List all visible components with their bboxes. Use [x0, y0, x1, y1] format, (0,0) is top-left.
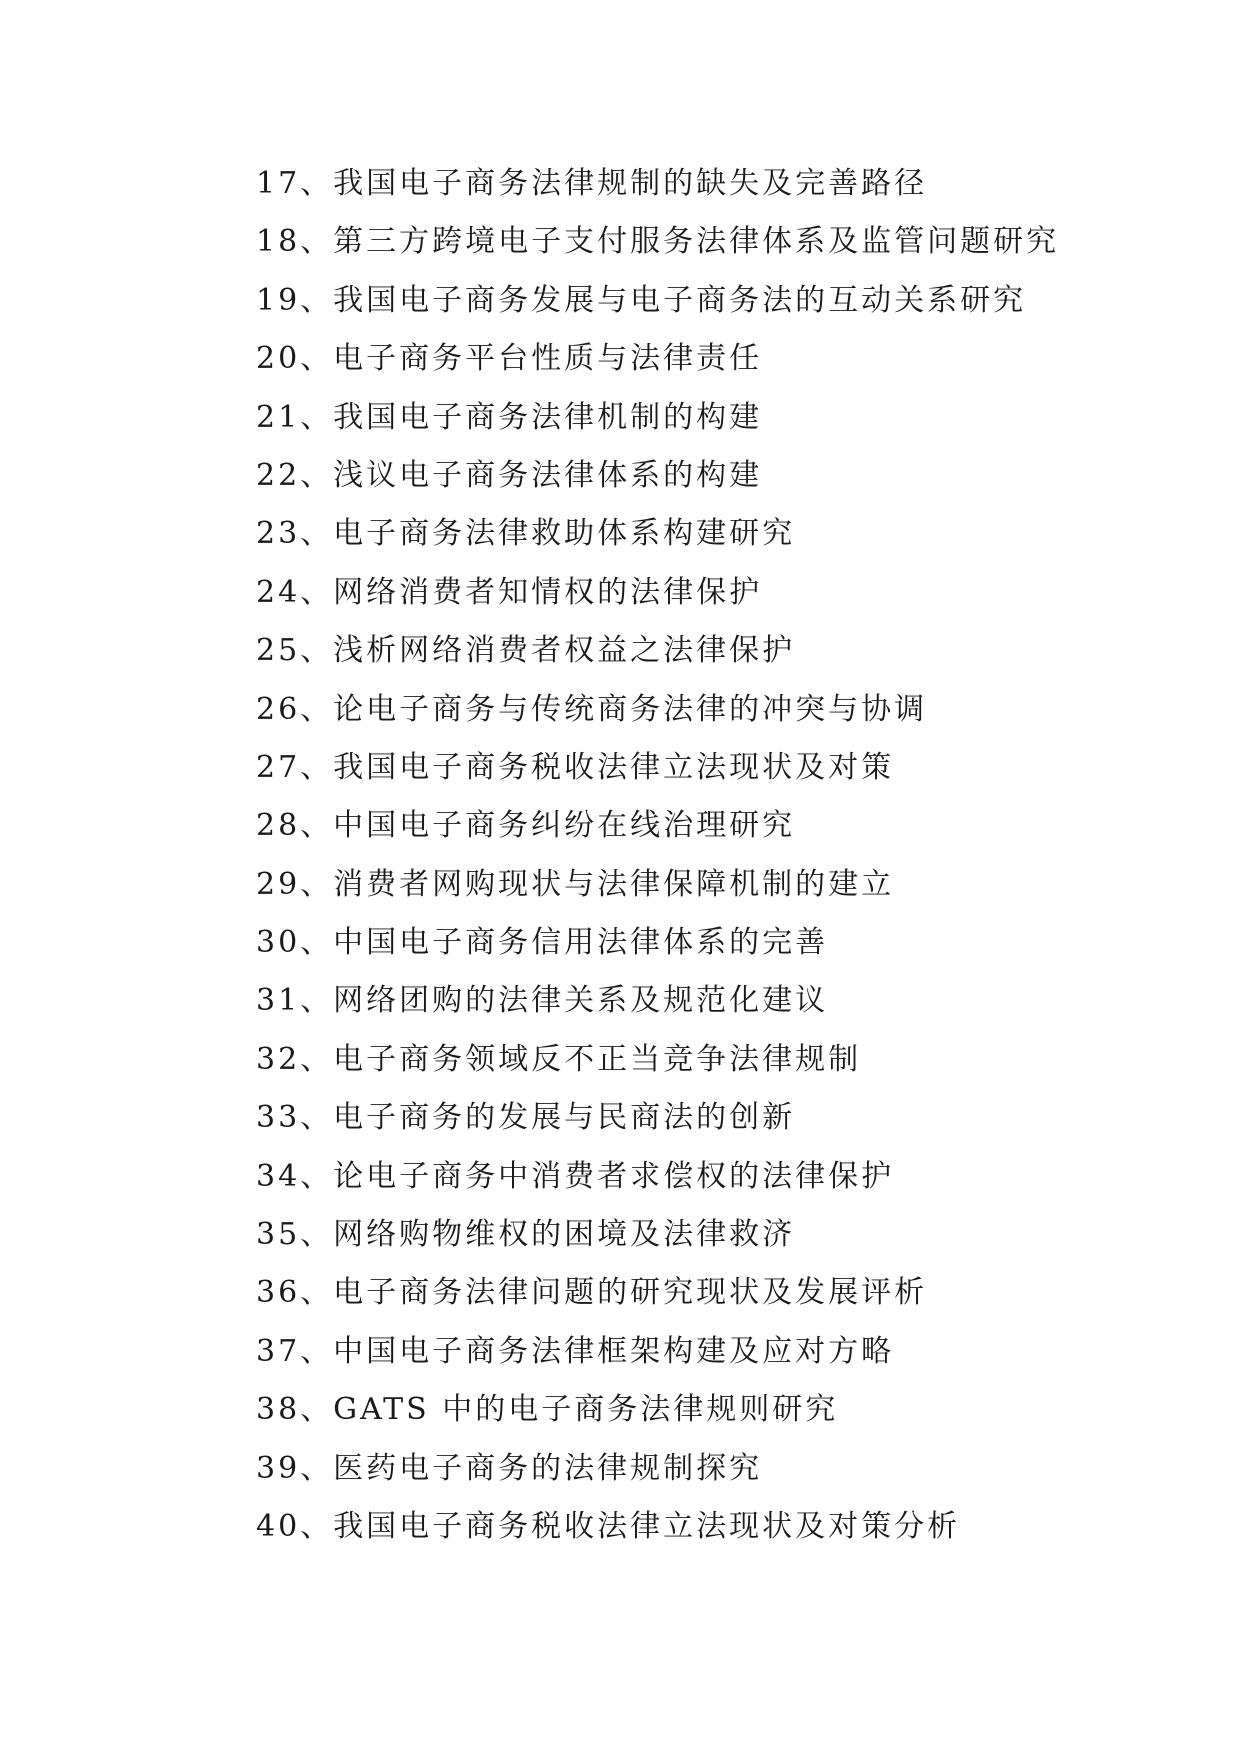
list-item: 20、电子商务平台性质与法律责任 [256, 341, 763, 377]
list-item: 21、我国电子商务法律机制的构建 [256, 399, 763, 435]
list-item: 30、中国电子商务信用法律体系的完善 [256, 925, 829, 961]
topic-list [256, 155, 1059, 1556]
list-item: 38、GATS 中的电子商务法律规则研究 [256, 1392, 839, 1428]
list-item: 29、消费者网购现状与法律保障机制的建立 [256, 866, 895, 902]
list-item: 17、我国电子商务法律规制的缺失及完善路径 [256, 166, 928, 201]
list-item: 27、我国电子商务税收法律立法现状及对策 [256, 749, 895, 785]
list-item: 34、论电子商务中消费者求偿权的法律保护 [256, 1158, 895, 1194]
list-item: 26、论电子商务与传统商务法律的冲突与协调 [256, 691, 928, 727]
list-item: 24、网络消费者知情权的法律保护 [256, 574, 763, 610]
list-item: 22、浅议电子商务法律体系的构建 [256, 457, 763, 493]
list-item: 31、网络团购的法律关系及规范化建议 [256, 983, 829, 1019]
list-item: 37、中国电子商务法律框架构建及应对方略 [256, 1333, 895, 1369]
list-item: 35、网络购物维权的困境及法律救济 [256, 1217, 796, 1253]
list-item: 25、浅析网络消费者权益之法律保护 [256, 633, 796, 669]
list-item: 28、中国电子商务纠纷在线治理研究 [256, 808, 796, 844]
list-item: 32、电子商务领域反不正当竞争法律规制 [256, 1041, 862, 1077]
list-item: 33、电子商务的发展与民商法的创新 [256, 1100, 796, 1136]
list-item: 36、电子商务法律问题的研究现状及发展评析 [256, 1275, 928, 1311]
list-item: 19、我国电子商务发展与电子商务法的互动关系研究 [256, 282, 1027, 318]
list-item: 23、电子商务法律救助体系构建研究 [256, 516, 796, 552]
list-item: 18、第三方跨境电子支付服务法律体系及监管问题研究 [256, 224, 1060, 260]
list-item: 40、我国电子商务税收法律立法现状及对策分析 [256, 1508, 961, 1544]
list-item: 39、医药电子商务的法律规制探究 [256, 1450, 763, 1486]
